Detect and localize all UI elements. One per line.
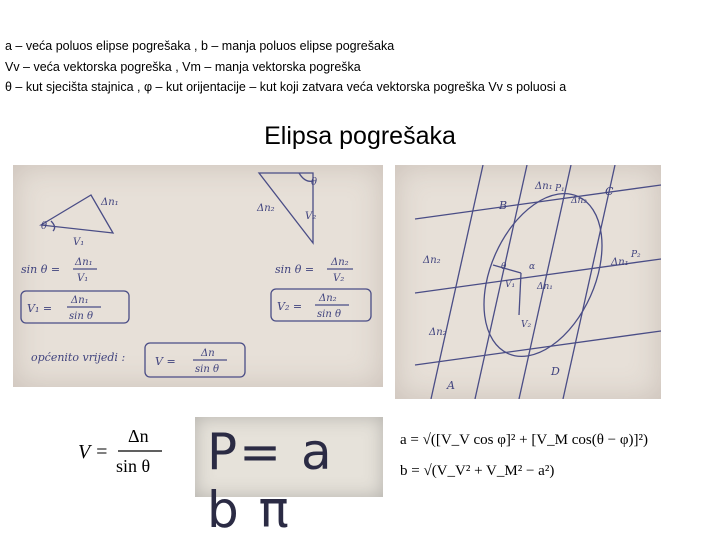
general-label: općenito vrijedi : <box>31 351 126 364</box>
frac2-den: V₂ <box>333 273 345 284</box>
frac1-den: V₁ <box>77 273 89 284</box>
formula-v-num: Δn <box>128 426 149 446</box>
p2-label: P₂ <box>631 250 641 260</box>
left-sketch-photo <box>13 165 383 387</box>
theta-label: θ <box>41 221 48 232</box>
theta2-label: θ <box>311 177 318 188</box>
frac2-num: Δn₂ <box>331 257 349 268</box>
box2-num: Δn₂ <box>319 293 337 304</box>
dn2-left: Δn₂ <box>423 255 441 266</box>
definitions <box>5 36 717 98</box>
alpha-ellipse: α <box>529 262 536 272</box>
sin-eq-1: sin θ = <box>21 263 61 276</box>
dn2-label: Δn₂ <box>257 203 275 214</box>
definition-line-1: a – veća poluos elipse pogrešaka , b – manja poluos elipse pogrešaka <box>5 39 395 53</box>
formula-a: a = √([V_V cos φ]² + [V_M cos(θ − φ)]²) <box>400 432 649 448</box>
box2-den: sin θ <box>317 309 341 320</box>
point-a: A <box>447 379 455 392</box>
v1-label: V₁ <box>73 237 85 248</box>
right-sketch-photo <box>395 165 661 399</box>
dn1-center: Δn₁ <box>537 282 553 292</box>
box1-lhs: V₁ = <box>27 302 53 315</box>
general-num: Δn <box>201 348 215 359</box>
dn1-right: Δn₁ <box>611 257 629 268</box>
formula-v-lhs: V = <box>78 441 109 463</box>
general-den: sin θ <box>195 364 219 375</box>
semi-axis-formulas <box>400 432 648 480</box>
frac1-num: Δn₁ <box>75 257 93 268</box>
general-eq-lhs: V = <box>155 355 176 368</box>
box1-den: sin θ <box>69 311 93 322</box>
point-c: C <box>605 185 614 198</box>
area-formula: P= a b π <box>207 423 334 539</box>
v2-label: V₂ <box>305 211 317 222</box>
area-formula-photo <box>195 417 383 539</box>
theta-ellipse: θ <box>501 262 507 272</box>
dn1-top: Δn₁ <box>535 181 553 192</box>
p1-label: P₁ <box>555 184 565 194</box>
point-b: B <box>499 199 508 212</box>
dn2-bottom: Δn₂ <box>429 327 447 338</box>
definition-line-2: Vv – veća vektorska pogreška , Vm – manja vektorska pogreška <box>5 59 361 74</box>
v1-ellipse: V₁ <box>505 280 516 290</box>
v2-ellipse: V₂ <box>521 320 532 330</box>
box1-num: Δn₁ <box>71 295 89 306</box>
left-sketch-drawing <box>13 165 383 387</box>
point-d: D <box>551 365 560 378</box>
formula-b: b = √(V_V² + V_M² − a²) <box>400 463 555 479</box>
formula-v-den: sin θ <box>116 456 151 476</box>
page-title: Elipsa pogrešaka <box>264 122 456 150</box>
dn2-top: Δn₂ <box>571 196 587 206</box>
sin-eq-2: sin θ = <box>275 263 315 276</box>
box2-lhs: V₂ = <box>277 300 303 313</box>
dn1-label: Δn₁ <box>101 197 119 208</box>
ellipse-sketch-drawing <box>395 165 661 399</box>
formula-v <box>78 424 168 485</box>
definition-line-3: θ – kut sjecišta stajnica , φ – kut orijentacije – kut koji zatvara veća vektorska pogreška Vv s poluosi a <box>5 80 567 94</box>
